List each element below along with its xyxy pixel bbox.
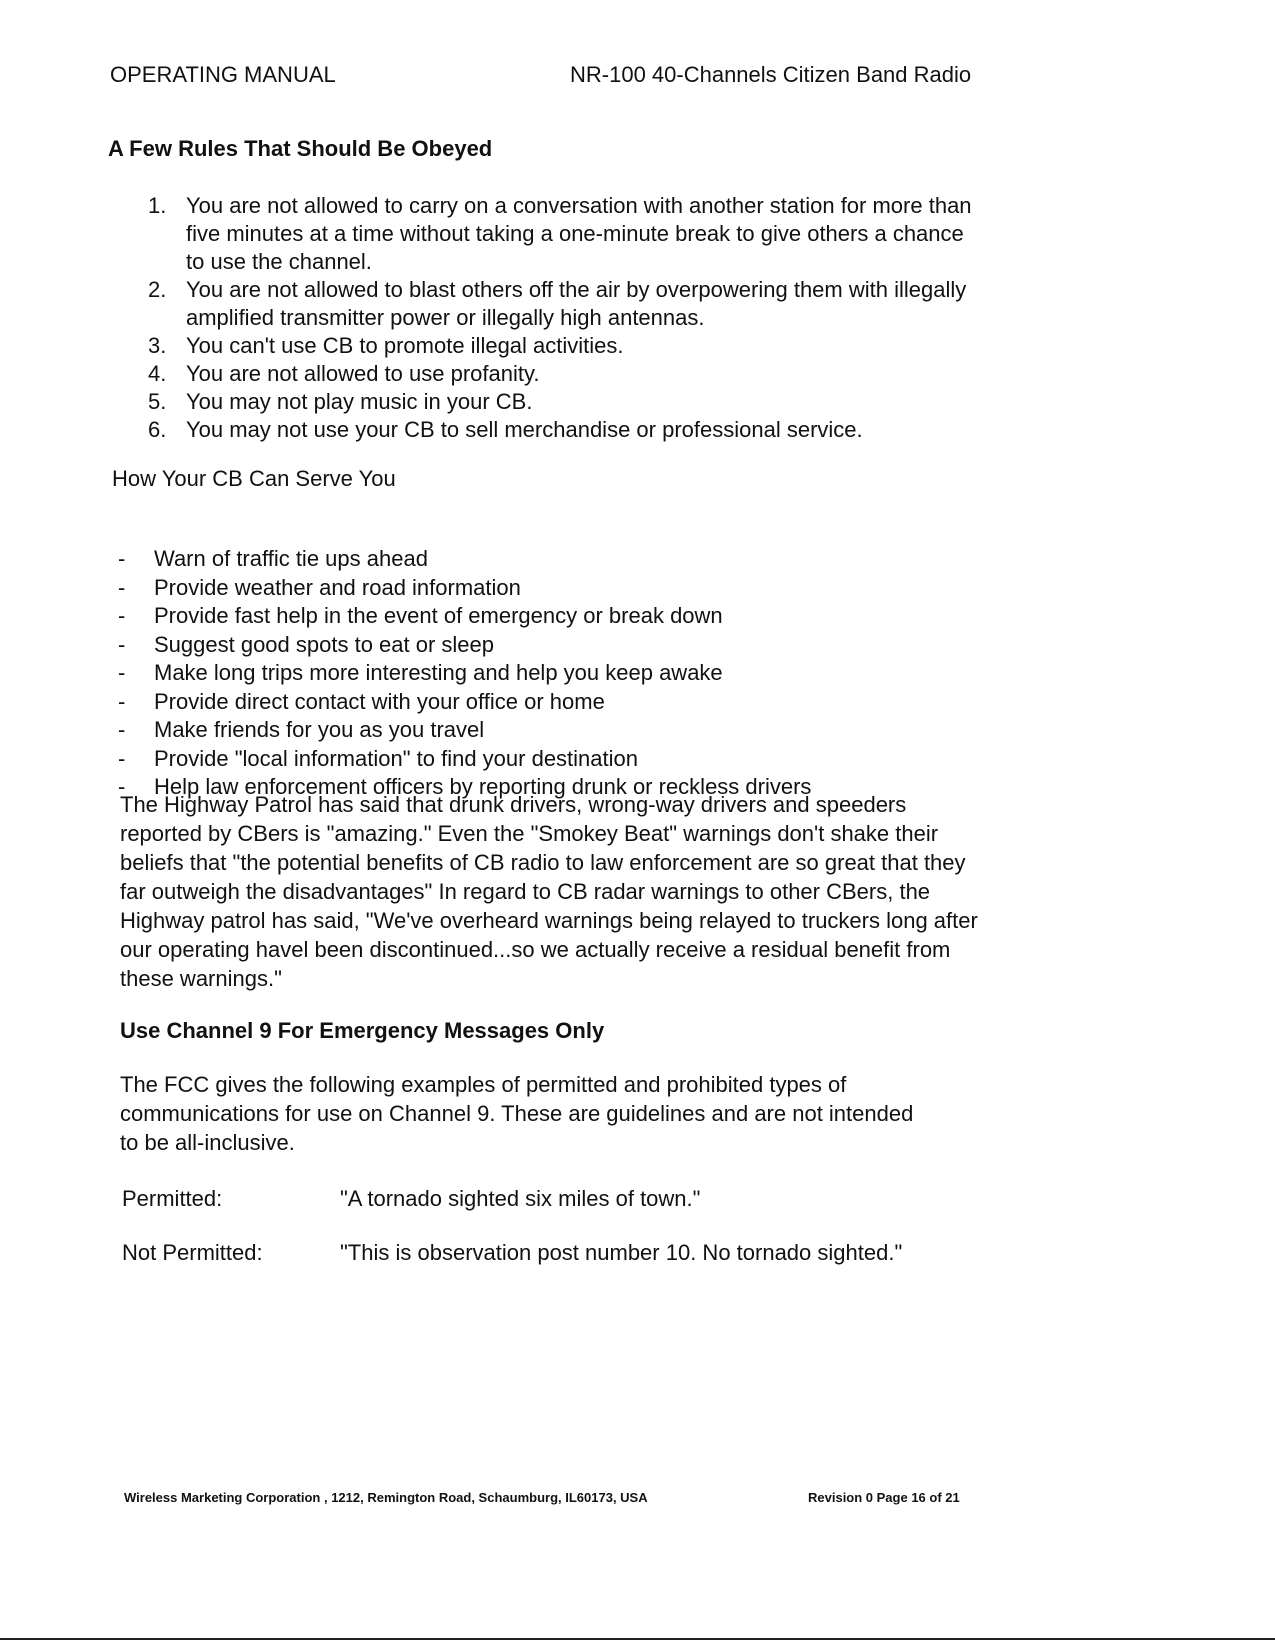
- header-product-title: NR-100 40-Channels Citizen Band Radio: [570, 62, 972, 87]
- item-text: Provide fast help in the event of emergency or break down: [154, 603, 723, 628]
- item-text: You may not play music in your CB.: [186, 389, 533, 414]
- list-item: [118, 631, 1018, 660]
- list-item: [148, 192, 988, 276]
- dash-bullet: -: [118, 745, 126, 771]
- list-item: [148, 332, 988, 360]
- permitted-label: Permitted:: [122, 1186, 223, 1211]
- list-item: [148, 360, 988, 388]
- item-number: 6.: [148, 417, 167, 442]
- dash-bullet: -: [118, 717, 126, 742]
- list-item: [118, 545, 1018, 574]
- header-manual-title: OPERATING MANUAL: [110, 62, 336, 87]
- item-text: Provide "local information" to find your destination: [154, 745, 638, 771]
- item-number: 4.: [148, 361, 167, 386]
- item-number: 5.: [148, 389, 167, 414]
- dash-bullet: -: [118, 631, 126, 657]
- highway-patrol-paragraph: The Highway Patrol has said that drunk drivers, wrong-way drivers and speeders reported by CBers is "amazing." Even the "Smokey Beat" warnings don't shake their beliefs that "the potential benefits of CB radio to law enforcement are so great that they far outweigh the disadvantages" In regard to CB radar warnings to other CBers, the Highway patrol has said, "We've overheard warnings being relayed to truckers long after our operating havel been discontinued...so we actually receive a residual benefit from these warnings.": [120, 792, 978, 991]
- permitted-row: [122, 1186, 700, 1212]
- list-item: [118, 745, 1018, 774]
- list-item: [118, 659, 1018, 688]
- footer-page-number: Revision 0 Page 16 of 21: [808, 1490, 960, 1505]
- item-number: 3.: [148, 333, 167, 358]
- item-text: Provide direct contact with your office or home: [154, 688, 605, 714]
- list-item: [118, 574, 1018, 603]
- item-number: 2.: [148, 277, 167, 302]
- item-text: Provide weather and road information: [154, 574, 521, 600]
- list-item: [118, 688, 1018, 717]
- fcc-paragraph: The FCC gives the following examples of permitted and prohibited types of communications for use on Channel 9. These are guidelines and are not intended to be all-inclusive.: [120, 1072, 914, 1155]
- item-text: You are not allowed to carry on a conversation with another station for more than five minutes at a time without taking a one-minute break to give others a chance to use the channel.: [186, 193, 972, 274]
- rules-heading: A Few Rules That Should Be Obeyed: [108, 136, 493, 161]
- footer-company-address: Wireless Marketing Corporation , 1212, Remington Road, Schaumburg, IL60173, USA: [124, 1490, 648, 1505]
- list-item: [148, 388, 988, 416]
- list-item: [148, 416, 988, 444]
- serve-list: [118, 545, 1018, 802]
- dash-bullet: -: [118, 603, 126, 628]
- channel9-heading: Use Channel 9 For Emergency Messages Only: [120, 1018, 605, 1043]
- item-text: Help law enforcement officers by reporting drunk or reckless drivers: [154, 774, 812, 799]
- serve-heading: How Your CB Can Serve You: [112, 466, 396, 491]
- item-text: Suggest good spots to eat or sleep: [154, 631, 495, 657]
- not-permitted-label: Not Permitted:: [122, 1240, 263, 1265]
- item-text: You may not use your CB to sell merchandise or professional service.: [186, 417, 863, 442]
- dash-bullet: -: [118, 774, 126, 799]
- bottom-divider: [0, 1638, 1275, 1640]
- item-text: You are not allowed to use profanity.: [186, 361, 540, 386]
- list-item: [118, 602, 1018, 631]
- rules-list: [148, 192, 988, 444]
- item-text: You can't use CB to promote illegal activities.: [186, 333, 624, 358]
- list-item: [148, 276, 988, 332]
- item-text: Warn of traffic tie ups ahead: [154, 546, 428, 571]
- item-text: Make friends for you as you travel: [154, 717, 485, 742]
- not-permitted-example: "This is observation post number 10. No tornado sighted.": [340, 1240, 903, 1265]
- item-number: 1.: [148, 193, 167, 218]
- list-item: [118, 716, 1018, 745]
- dash-bullet: -: [118, 688, 126, 714]
- item-text: Make long trips more interesting and help you keep awake: [154, 660, 723, 685]
- not-permitted-row: [122, 1240, 902, 1266]
- item-text: You are not allowed to blast others off the air by overpowering them with illegally amplified transmitter power or illegally high antennas.: [186, 277, 967, 330]
- dash-bullet: -: [118, 574, 126, 600]
- dash-bullet: -: [118, 660, 126, 685]
- permitted-example: "A tornado sighted six miles of town.": [340, 1186, 701, 1211]
- dash-bullet: -: [118, 546, 126, 571]
